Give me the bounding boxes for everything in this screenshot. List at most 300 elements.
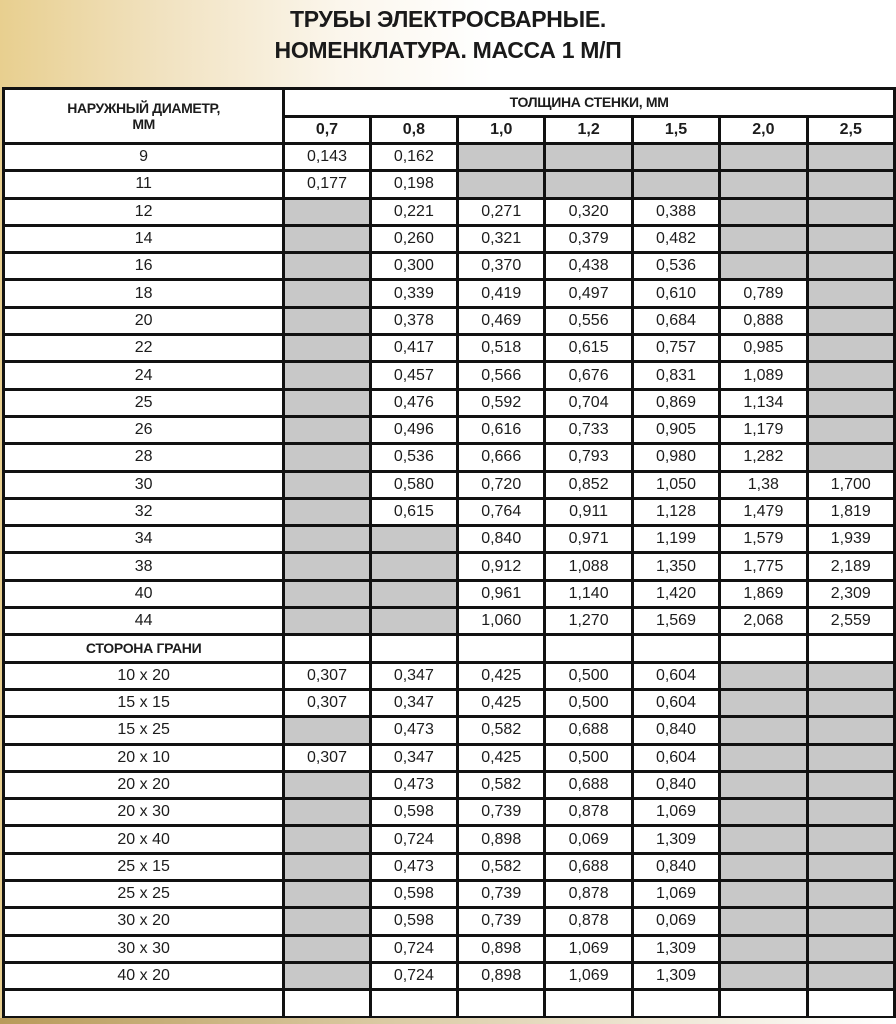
row-label: 40 <box>4 580 284 607</box>
mass-value-cell: 0,840 <box>632 771 719 798</box>
unavailable-cell <box>807 335 894 362</box>
empty-cell <box>807 635 894 662</box>
mass-value-cell: 0,898 <box>458 962 545 989</box>
table-row <box>4 471 895 498</box>
row-label: 16 <box>4 253 284 280</box>
row-label: 30 x 20 <box>4 908 284 935</box>
table-row <box>4 826 895 853</box>
mass-value-cell: 0,615 <box>370 498 457 525</box>
row-label: 9 <box>4 144 284 171</box>
table-row <box>4 689 895 716</box>
mass-value-cell: 0,724 <box>370 935 457 962</box>
mass-value-cell: 0,704 <box>545 389 632 416</box>
unavailable-cell <box>284 389 370 416</box>
mass-value-cell: 0,162 <box>370 144 457 171</box>
mass-value-cell: 0,496 <box>370 416 457 443</box>
table-row <box>4 799 895 826</box>
mass-value-cell: 2,068 <box>720 608 807 635</box>
unavailable-cell <box>284 553 370 580</box>
section-label-face-side: СТОРОНА ГРАНИ <box>4 635 284 662</box>
mass-value-cell: 0,878 <box>545 881 632 908</box>
table-row <box>4 225 895 252</box>
table-row <box>4 171 895 198</box>
table-row <box>4 962 895 989</box>
row-label: 15 x 25 <box>4 717 284 744</box>
unavailable-cell <box>807 171 894 198</box>
row-label: 20 x 30 <box>4 799 284 826</box>
row-label: 25 <box>4 389 284 416</box>
mass-value-cell: 0,789 <box>720 280 807 307</box>
outer-diameter-header-line-1: НАРУЖНЫЙ ДИАМЕТР, <box>67 100 220 116</box>
mass-value-cell: 0,831 <box>632 362 719 389</box>
row-label: 15 x 15 <box>4 689 284 716</box>
empty-cell <box>370 635 457 662</box>
unavailable-cell <box>720 771 807 798</box>
mass-value-cell: 0,912 <box>458 553 545 580</box>
section-row <box>4 635 895 662</box>
table-row <box>4 935 895 962</box>
mass-value-cell: 0,198 <box>370 171 457 198</box>
table-row <box>4 771 895 798</box>
unavailable-cell <box>370 580 457 607</box>
unavailable-cell <box>720 826 807 853</box>
mass-value-cell: 0,307 <box>284 744 370 771</box>
thickness-column-header: 1,0 <box>458 116 545 144</box>
mass-value-cell: 0,961 <box>458 580 545 607</box>
unavailable-cell <box>807 389 894 416</box>
mass-value-cell: 2,309 <box>807 580 894 607</box>
unavailable-cell <box>720 908 807 935</box>
mass-value-cell: 0,764 <box>458 498 545 525</box>
row-label: 20 x 20 <box>4 771 284 798</box>
row-label: 30 <box>4 471 284 498</box>
outer-diameter-header <box>4 89 284 144</box>
mass-value-cell: 1,270 <box>545 608 632 635</box>
unavailable-cell <box>807 853 894 880</box>
unavailable-cell <box>720 881 807 908</box>
unavailable-cell <box>807 689 894 716</box>
mass-value-cell: 1,350 <box>632 553 719 580</box>
table-row <box>4 144 895 171</box>
unavailable-cell <box>807 307 894 334</box>
mass-value-cell: 0,604 <box>632 744 719 771</box>
unavailable-cell <box>370 608 457 635</box>
mass-value-cell: 1,088 <box>545 553 632 580</box>
thickness-column-header: 2,5 <box>807 116 894 144</box>
row-label: 40 x 20 <box>4 962 284 989</box>
mass-value-cell: 0,592 <box>458 389 545 416</box>
mass-value-cell: 0,688 <box>545 771 632 798</box>
mass-value-cell: 0,604 <box>632 689 719 716</box>
mass-value-cell: 0,688 <box>545 717 632 744</box>
mass-value-cell: 1,420 <box>632 580 719 607</box>
unavailable-cell <box>284 253 370 280</box>
mass-value-cell: 0,598 <box>370 908 457 935</box>
table-body <box>4 144 895 1018</box>
unavailable-cell <box>807 362 894 389</box>
unavailable-cell <box>807 444 894 471</box>
mass-value-cell: 0,417 <box>370 335 457 362</box>
table-row <box>4 253 895 280</box>
mass-value-cell: 0,793 <box>545 444 632 471</box>
row-label: 30 x 30 <box>4 935 284 962</box>
mass-value-cell: 0,905 <box>632 416 719 443</box>
mass-value-cell: 0,898 <box>458 935 545 962</box>
unavailable-cell <box>458 144 545 171</box>
unavailable-cell <box>807 771 894 798</box>
unavailable-cell <box>720 253 807 280</box>
mass-value-cell: 0,500 <box>545 689 632 716</box>
mass-value-cell: 1,309 <box>632 826 719 853</box>
empty-cell <box>720 635 807 662</box>
nomenclature-table <box>2 87 896 1019</box>
mass-value-cell: 0,757 <box>632 335 719 362</box>
row-label: 14 <box>4 225 284 252</box>
table-row <box>4 198 895 225</box>
mass-value-cell: 1,579 <box>720 526 807 553</box>
mass-value-cell: 1,775 <box>720 553 807 580</box>
mass-value-cell: 0,598 <box>370 881 457 908</box>
mass-value-cell: 1,069 <box>632 881 719 908</box>
mass-value-cell: 1,700 <box>807 471 894 498</box>
mass-value-cell: 0,898 <box>458 826 545 853</box>
mass-value-cell: 0,419 <box>458 280 545 307</box>
unavailable-cell <box>720 744 807 771</box>
unavailable-cell <box>458 171 545 198</box>
table-row <box>4 853 895 880</box>
unavailable-cell <box>284 198 370 225</box>
table-row <box>4 416 895 443</box>
thickness-column-header: 0,8 <box>370 116 457 144</box>
table-row <box>4 908 895 935</box>
mass-value-cell: 0,615 <box>545 335 632 362</box>
mass-value-cell: 1,069 <box>632 799 719 826</box>
unavailable-cell <box>284 771 370 798</box>
unavailable-cell <box>807 717 894 744</box>
unavailable-cell <box>284 881 370 908</box>
empty-cell <box>545 990 632 1017</box>
mass-value-cell: 0,666 <box>458 444 545 471</box>
mass-value-cell: 1,069 <box>545 962 632 989</box>
unavailable-cell <box>807 144 894 171</box>
mass-value-cell: 1,050 <box>632 471 719 498</box>
unavailable-cell <box>370 526 457 553</box>
mass-value-cell: 0,582 <box>458 717 545 744</box>
unavailable-cell <box>807 253 894 280</box>
mass-value-cell: 1,128 <box>632 498 719 525</box>
mass-value-cell: 0,840 <box>632 717 719 744</box>
row-label: 26 <box>4 416 284 443</box>
unavailable-cell <box>284 307 370 334</box>
row-label: 18 <box>4 280 284 307</box>
unavailable-cell <box>284 471 370 498</box>
mass-value-cell: 0,598 <box>370 799 457 826</box>
unavailable-cell <box>807 744 894 771</box>
table-row <box>4 362 895 389</box>
mass-value-cell: 0,688 <box>545 853 632 880</box>
mass-value-cell: 0,739 <box>458 799 545 826</box>
unavailable-cell <box>370 553 457 580</box>
mass-value-cell: 1,869 <box>720 580 807 607</box>
thickness-column-header: 0,7 <box>284 116 370 144</box>
unavailable-cell <box>807 280 894 307</box>
mass-value-cell: 1,089 <box>720 362 807 389</box>
mass-value-cell: 0,320 <box>545 198 632 225</box>
empty-cell <box>720 990 807 1017</box>
mass-value-cell: 0,457 <box>370 362 457 389</box>
mass-value-cell: 1,179 <box>720 416 807 443</box>
mass-value-cell: 0,473 <box>370 853 457 880</box>
mass-value-cell: 0,069 <box>632 908 719 935</box>
row-label: 25 x 15 <box>4 853 284 880</box>
unavailable-cell <box>284 526 370 553</box>
mass-value-cell: 0,307 <box>284 689 370 716</box>
mass-value-cell: 0,840 <box>632 853 719 880</box>
mass-value-cell: 0,379 <box>545 225 632 252</box>
unavailable-cell <box>284 280 370 307</box>
unavailable-cell <box>284 416 370 443</box>
row-label: 22 <box>4 335 284 362</box>
unavailable-cell <box>807 908 894 935</box>
bottom-decorative-strip <box>0 1018 896 1024</box>
mass-value-cell: 0,347 <box>370 744 457 771</box>
empty-cell <box>632 990 719 1017</box>
mass-value-cell: 0,739 <box>458 908 545 935</box>
mass-value-cell: 1,199 <box>632 526 719 553</box>
mass-value-cell: 0,476 <box>370 389 457 416</box>
mass-value-cell: 0,582 <box>458 853 545 880</box>
table-row <box>4 717 895 744</box>
unavailable-cell <box>720 225 807 252</box>
unavailable-cell <box>720 853 807 880</box>
unavailable-cell <box>807 225 894 252</box>
mass-value-cell: 1,060 <box>458 608 545 635</box>
mass-value-cell: 1,819 <box>807 498 894 525</box>
unavailable-cell <box>807 826 894 853</box>
table-row <box>4 580 895 607</box>
unavailable-cell <box>632 144 719 171</box>
row-label: 38 <box>4 553 284 580</box>
unavailable-cell <box>284 580 370 607</box>
mass-value-cell: 0,724 <box>370 962 457 989</box>
row-label: 25 x 25 <box>4 881 284 908</box>
mass-value-cell: 1,309 <box>632 935 719 962</box>
unavailable-cell <box>720 962 807 989</box>
mass-value-cell: 0,582 <box>458 771 545 798</box>
mass-value-cell: 0,347 <box>370 689 457 716</box>
mass-value-cell: 0,500 <box>545 662 632 689</box>
unavailable-cell <box>720 717 807 744</box>
unavailable-cell <box>807 662 894 689</box>
empty-cell <box>370 990 457 1017</box>
unavailable-cell <box>284 935 370 962</box>
unavailable-cell <box>284 853 370 880</box>
mass-value-cell: 1,38 <box>720 471 807 498</box>
thickness-column-header: 1,5 <box>632 116 719 144</box>
mass-value-cell: 0,307 <box>284 662 370 689</box>
unavailable-cell <box>807 881 894 908</box>
mass-value-cell: 1,140 <box>545 580 632 607</box>
mass-value-cell: 0,610 <box>632 280 719 307</box>
mass-value-cell: 0,469 <box>458 307 545 334</box>
mass-value-cell: 1,069 <box>545 935 632 962</box>
unavailable-cell <box>284 826 370 853</box>
mass-value-cell: 0,260 <box>370 225 457 252</box>
mass-value-cell: 0,720 <box>458 471 545 498</box>
mass-value-cell: 0,840 <box>458 526 545 553</box>
mass-value-cell: 0,339 <box>370 280 457 307</box>
row-label: 10 x 20 <box>4 662 284 689</box>
mass-value-cell: 0,378 <box>370 307 457 334</box>
table-row <box>4 744 895 771</box>
thickness-column-header: 2,0 <box>720 116 807 144</box>
thickness-column-header: 1,2 <box>545 116 632 144</box>
title-line-2: НОМЕНКЛАТУРА. МАССА 1 М/П <box>274 37 622 63</box>
mass-value-cell: 0,739 <box>458 881 545 908</box>
row-label: 28 <box>4 444 284 471</box>
mass-value-cell: 1,282 <box>720 444 807 471</box>
empty-cell <box>4 990 284 1017</box>
title-line-1: ТРУБЫ ЭЛЕКТРОСВАРНЫЕ. <box>290 6 606 32</box>
empty-cell <box>632 635 719 662</box>
row-label: 20 <box>4 307 284 334</box>
empty-cell <box>458 635 545 662</box>
mass-value-cell: 0,438 <box>545 253 632 280</box>
mass-value-cell: 0,604 <box>632 662 719 689</box>
unavailable-cell <box>720 935 807 962</box>
table-row <box>4 881 895 908</box>
mass-value-cell: 1,569 <box>632 608 719 635</box>
mass-value-cell: 0,676 <box>545 362 632 389</box>
unavailable-cell <box>720 799 807 826</box>
mass-value-cell: 0,518 <box>458 335 545 362</box>
wall-thickness-header: ТОЛЩИНА СТЕНКИ, ММ <box>284 89 895 117</box>
table-row <box>4 307 895 334</box>
mass-value-cell: 0,556 <box>545 307 632 334</box>
mass-value-cell: 0,321 <box>458 225 545 252</box>
mass-value-cell: 0,271 <box>458 198 545 225</box>
unavailable-cell <box>720 144 807 171</box>
mass-value-cell: 0,869 <box>632 389 719 416</box>
table-row <box>4 662 895 689</box>
row-label: 11 <box>4 171 284 198</box>
mass-value-cell: 0,347 <box>370 662 457 689</box>
table-row <box>4 498 895 525</box>
mass-value-cell: 1,479 <box>720 498 807 525</box>
unavailable-cell <box>284 335 370 362</box>
mass-value-cell: 0,221 <box>370 198 457 225</box>
table-row <box>4 389 895 416</box>
mass-value-cell: 0,980 <box>632 444 719 471</box>
mass-value-cell: 0,425 <box>458 689 545 716</box>
mass-value-cell: 2,189 <box>807 553 894 580</box>
mass-value-cell: 0,684 <box>632 307 719 334</box>
page-title <box>0 4 896 66</box>
row-label: 34 <box>4 526 284 553</box>
unavailable-cell <box>284 444 370 471</box>
row-label: 12 <box>4 198 284 225</box>
unavailable-cell <box>284 799 370 826</box>
empty-cell <box>458 990 545 1017</box>
empty-cell <box>807 990 894 1017</box>
mass-value-cell: 0,878 <box>545 908 632 935</box>
mass-value-cell: 0,370 <box>458 253 545 280</box>
unavailable-cell <box>545 171 632 198</box>
unavailable-cell <box>807 799 894 826</box>
mass-value-cell: 0,497 <box>545 280 632 307</box>
unavailable-cell <box>807 935 894 962</box>
unavailable-cell <box>545 144 632 171</box>
mass-value-cell: 0,473 <box>370 717 457 744</box>
mass-value-cell: 0,388 <box>632 198 719 225</box>
table-row <box>4 280 895 307</box>
unavailable-cell <box>284 362 370 389</box>
table-row <box>4 608 895 635</box>
unavailable-cell <box>720 689 807 716</box>
mass-value-cell: 0,500 <box>545 744 632 771</box>
mass-value-cell: 0,724 <box>370 826 457 853</box>
empty-cell <box>284 990 370 1017</box>
mass-value-cell: 2,559 <box>807 608 894 635</box>
unavailable-cell <box>284 498 370 525</box>
mass-value-cell: 0,425 <box>458 744 545 771</box>
table-row <box>4 335 895 362</box>
mass-value-cell: 0,143 <box>284 144 370 171</box>
unavailable-cell <box>284 962 370 989</box>
table-row <box>4 444 895 471</box>
mass-value-cell: 0,069 <box>545 826 632 853</box>
table-row <box>4 553 895 580</box>
mass-value-cell: 1,134 <box>720 389 807 416</box>
outer-diameter-header-line-2: ММ <box>132 116 155 132</box>
mass-value-cell: 0,911 <box>545 498 632 525</box>
unavailable-cell <box>284 225 370 252</box>
unavailable-cell <box>284 608 370 635</box>
mass-value-cell: 1,309 <box>632 962 719 989</box>
mass-value-cell: 0,300 <box>370 253 457 280</box>
empty-cell <box>545 635 632 662</box>
unavailable-cell <box>284 717 370 744</box>
mass-value-cell: 0,536 <box>370 444 457 471</box>
mass-value-cell: 0,985 <box>720 335 807 362</box>
mass-value-cell: 0,888 <box>720 307 807 334</box>
mass-value-cell: 0,580 <box>370 471 457 498</box>
unavailable-cell <box>284 908 370 935</box>
row-label: 24 <box>4 362 284 389</box>
mass-value-cell: 0,878 <box>545 799 632 826</box>
unavailable-cell <box>720 171 807 198</box>
row-label: 20 x 40 <box>4 826 284 853</box>
row-label: 32 <box>4 498 284 525</box>
blank-row <box>4 990 895 1017</box>
mass-value-cell: 0,473 <box>370 771 457 798</box>
mass-value-cell: 0,971 <box>545 526 632 553</box>
row-label: 20 x 10 <box>4 744 284 771</box>
mass-value-cell: 0,616 <box>458 416 545 443</box>
mass-value-cell: 0,852 <box>545 471 632 498</box>
unavailable-cell <box>807 962 894 989</box>
mass-value-cell: 0,566 <box>458 362 545 389</box>
table-row <box>4 526 895 553</box>
mass-value-cell: 0,482 <box>632 225 719 252</box>
mass-value-cell: 0,425 <box>458 662 545 689</box>
row-label: 44 <box>4 608 284 635</box>
unavailable-cell <box>807 198 894 225</box>
mass-value-cell: 0,733 <box>545 416 632 443</box>
empty-cell <box>284 635 370 662</box>
mass-value-cell: 1,939 <box>807 526 894 553</box>
unavailable-cell <box>632 171 719 198</box>
